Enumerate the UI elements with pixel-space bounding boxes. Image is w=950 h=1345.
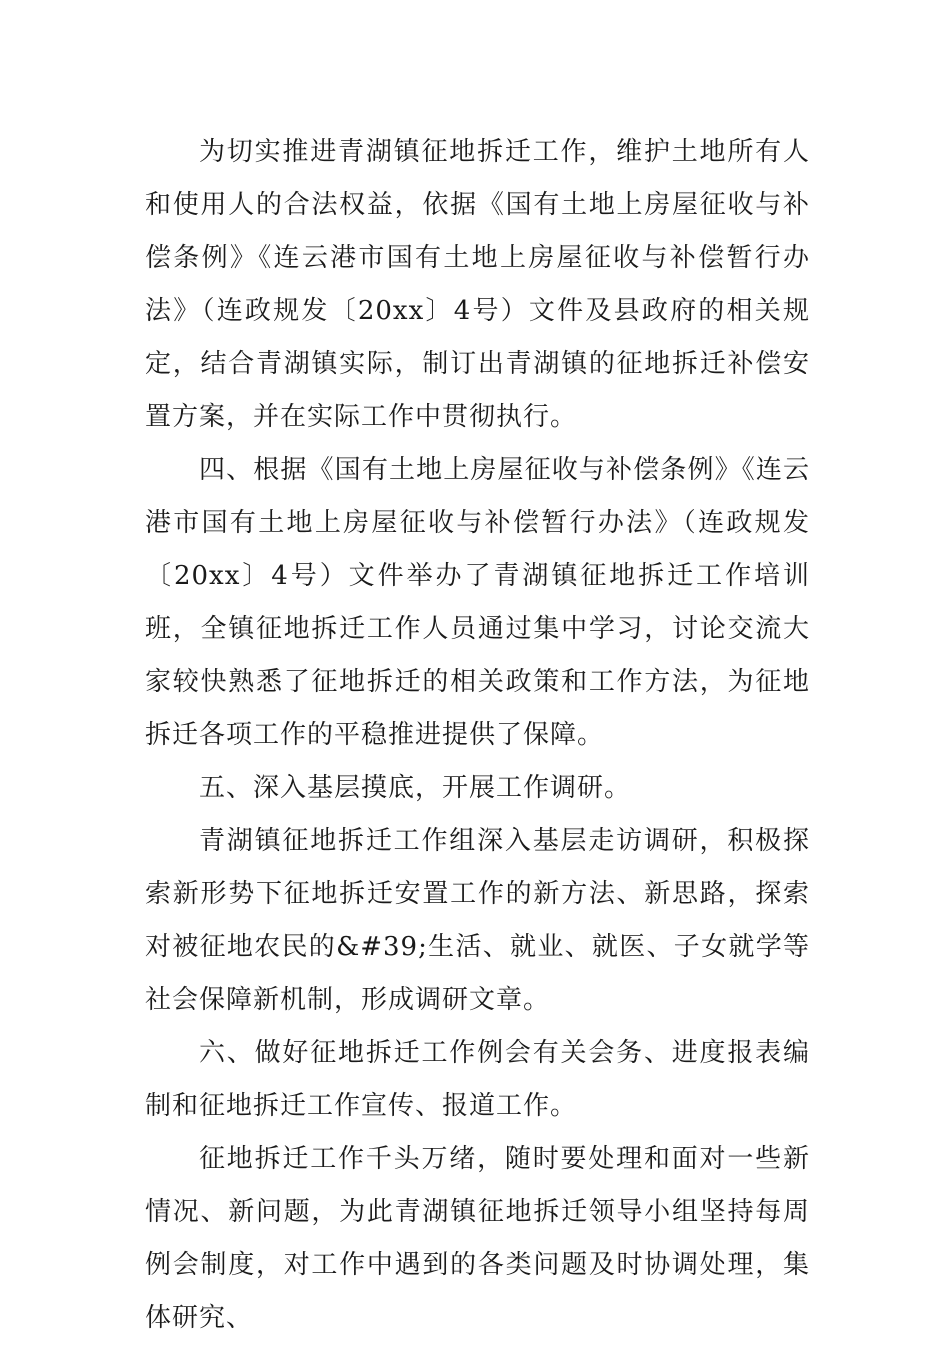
paragraph-item-five-heading: 五、深入基层摸底，开展工作调研。 <box>199 773 632 803</box>
paragraph-item-five-body: 青湖镇征地拆迁工作组深入基层走访调研，积极探索新形势下征地拆迁安置工作的新方法、新思路，探索对被征地农民的&#39;生活、就业、就医、子女就学等社会保障新机制，形成调研文章。 <box>145 826 810 1015</box>
document-body <box>145 126 810 1345</box>
paragraph-item-six-body: 征地拆迁工作千头万绪，随时要处理和面对一些新情况、新问题，为此青湖镇征地拆迁领导小组坚持每周例会制度，对工作中遇到的各类问题及时协调处理，集体研究、 <box>145 1144 810 1333</box>
paragraph-item-four: 四、根据《国有土地上房屋征收与补偿条例》《连云港市国有土地上房屋征收与补偿暂行办法》（连政规发〔20xx〕4号）文件举办了青湖镇征地拆迁工作培训班，全镇征地拆迁工作人员通过集中学习，讨论交流大家较快熟悉了征地拆迁的相关政策和工作方法，为征地拆迁各项工作的平稳推进提供了保障。 <box>145 455 810 750</box>
paragraph-intro: 为切实推进青湖镇征地拆迁工作，维护土地所有人和使用人的合法权益，依据《国有土地上房屋征收与补偿条例》《连云港市国有土地上房屋征收与补偿暂行办法》（连政规发〔20xx〕4号）文件及县政府的相关规定，结合青湖镇实际，制订出青湖镇的征地拆迁补偿安置方案，并在实际工作中贯彻执行。 <box>145 137 810 432</box>
paragraph-item-six-heading: 六、做好征地拆迁工作例会有关会务、进度报表编制和征地拆迁工作宣传、报道工作。 <box>145 1038 810 1121</box>
